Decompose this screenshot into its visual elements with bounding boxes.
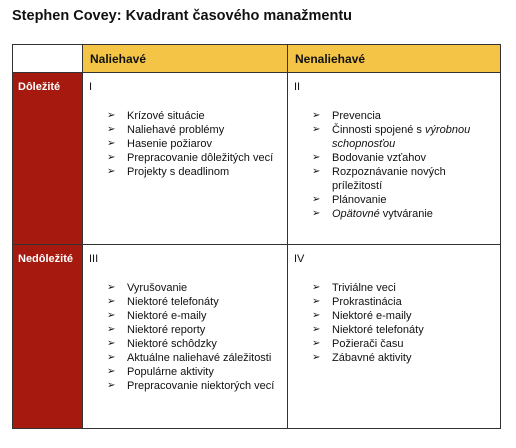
- arrow-bullet-icon: ➢: [107, 282, 116, 293]
- arrow-bullet-icon: ➢: [312, 296, 321, 307]
- arrow-bullet-icon: ➢: [312, 324, 321, 335]
- quadrant-1-list: [107, 109, 281, 179]
- arrow-bullet-icon: ➢: [312, 282, 321, 293]
- list-item: ➢ Prepracovanie dôležitých vecí: [107, 152, 274, 164]
- arrow-bullet-icon: ➢: [312, 194, 321, 205]
- list-item: ➢ Niektoré telefonáty: [312, 324, 424, 336]
- quadrant-2-list: [312, 109, 494, 221]
- column-header-urgent: Naliehavé: [83, 45, 288, 73]
- list-item: ➢ Bodovanie vzťahov: [312, 152, 427, 164]
- arrow-bullet-icon: ➢: [312, 124, 321, 135]
- list-item: ➢ Naliehavé problémy: [107, 124, 225, 136]
- column-header-not-urgent: Nenaliehavé: [288, 45, 500, 73]
- list-item: ➢ Opätovné vytváranie: [312, 208, 433, 220]
- list-item: ➢ Krízové situácie: [107, 110, 205, 122]
- time-management-matrix: [12, 44, 501, 429]
- list-item: ➢ Populárne aktivity: [107, 366, 214, 378]
- arrow-bullet-icon: ➢: [312, 208, 321, 219]
- list-item: ➢ Hasenie požiarov: [107, 138, 212, 150]
- arrow-bullet-icon: ➢: [107, 352, 116, 363]
- quadrant-1: [83, 73, 288, 245]
- arrow-bullet-icon: ➢: [312, 152, 321, 163]
- quadrant-3-list: [107, 281, 281, 393]
- arrow-bullet-icon: ➢: [312, 310, 321, 321]
- quadrant-numeral: III: [89, 253, 99, 265]
- list-item: ➢ Aktuálne naliehavé záležitosti: [107, 352, 272, 364]
- list-item: ➢ Zábavné aktivity: [312, 352, 412, 364]
- arrow-bullet-icon: ➢: [107, 166, 116, 177]
- list-item: ➢ Prokrastinácia: [312, 296, 402, 308]
- arrow-bullet-icon: ➢: [107, 152, 116, 163]
- list-item: ➢ Niektoré telefonáty: [107, 296, 219, 308]
- list-item: ➢ Činnosti spojené s výrobnou schopnosťou: [312, 124, 471, 150]
- arrow-bullet-icon: ➢: [107, 296, 116, 307]
- list-item: ➢ Niektoré e-maily: [107, 310, 207, 322]
- quadrant-numeral: II: [294, 81, 301, 93]
- quadrant-3: [83, 245, 288, 428]
- list-item: ➢ Rozpoznávanie nových príležitostí: [312, 166, 446, 192]
- quadrant-numeral: IV: [294, 253, 305, 265]
- list-item: ➢ Plánovanie: [312, 194, 387, 206]
- list-item: ➢ Niektoré reporty: [107, 324, 206, 336]
- arrow-bullet-icon: ➢: [107, 380, 116, 391]
- page-title: Stephen Covey: Kvadrant časového manažmentu: [12, 8, 353, 24]
- arrow-bullet-icon: ➢: [107, 110, 116, 121]
- arrow-bullet-icon: ➢: [107, 324, 116, 335]
- list-item: ➢ Niektoré e-maily: [312, 310, 412, 322]
- list-item: ➢ Vyrušovanie: [107, 282, 188, 294]
- quadrant-numeral: I: [89, 81, 93, 93]
- list-item: ➢ Prepracovanie niektorých vecí: [107, 380, 275, 392]
- list-item: ➢ Prevencia: [312, 110, 381, 122]
- arrow-bullet-icon: ➢: [312, 338, 321, 349]
- list-item: ➢ Požierači času: [312, 338, 404, 350]
- list-item: ➢ Triviálne veci: [312, 282, 396, 294]
- quadrant-2: [288, 73, 500, 245]
- quadrant-4: [288, 245, 500, 428]
- list-item: ➢ Niektoré schôdzky: [107, 338, 217, 350]
- arrow-bullet-icon: ➢: [107, 310, 116, 321]
- arrow-bullet-icon: ➢: [312, 166, 321, 177]
- arrow-bullet-icon: ➢: [312, 110, 321, 121]
- quadrant-4-list: [312, 281, 494, 365]
- arrow-bullet-icon: ➢: [312, 352, 321, 363]
- arrow-bullet-icon: ➢: [107, 124, 116, 135]
- matrix-corner: [13, 45, 83, 73]
- arrow-bullet-icon: ➢: [107, 138, 116, 149]
- row-header-not-important: Nedôležité: [13, 245, 83, 428]
- row-header-important: Dôležité: [13, 73, 83, 245]
- arrow-bullet-icon: ➢: [107, 338, 116, 349]
- arrow-bullet-icon: ➢: [107, 366, 116, 377]
- list-item: ➢ Projekty s deadlinom: [107, 166, 230, 178]
